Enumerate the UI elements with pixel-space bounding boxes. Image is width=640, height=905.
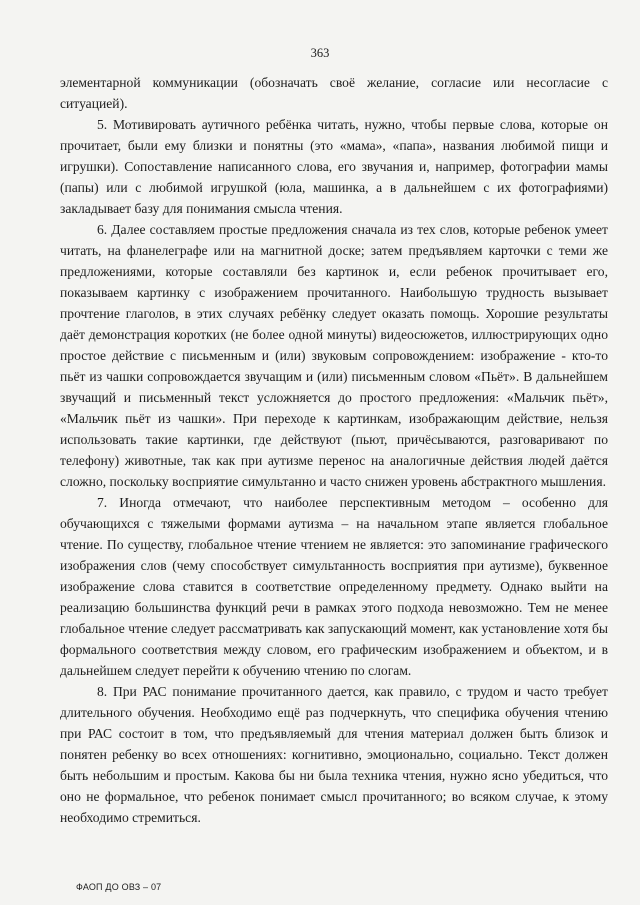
paragraph-5: 5. Мотивировать аутичного ребёнка читать, нужно, чтобы первые слова, которые он прочитает, были ему близки и понятны (это «мама», «папа», названия любимой пищи и игрушки). Сопоставление написанного слова, его звучания и, например, фотографии мамы (папы) или с любимой игрушкой (юла, машинка, а в дальнейшем с их фотографиями) закладывает базу для понимания смысла чтения. — [60, 117, 608, 216]
paragraph-7: 7. Иногда отмечают, что наиболее перспективным методом – особенно для обучающихся с тяжелыми формами аутизма – на начальном этапе является глобальное чтение. По существу, глобальное чтение чтением не является: это запоминание графического изображения слов (чему способствует симультанность восприятия при аутизме), буквенное изображение слова ставится в соответствие определенному предмету. Однако выйти на реализацию большинства функций речи в рамках этого подхода невозможно. Тем не менее глобальное чтение следует рассматривать как запускающий момент, как установление хотя бы формального соответствия между словом, его графическим изображением и объектом, и в дальнейшем следует перейти к обучению чтению по слогам. — [60, 495, 608, 678]
paragraph-8: 8. При РАС понимание прочитанного дается, как правило, с трудом и часто требует длительного обучения. Необходимо ещё раз подчеркнуть, что специфика обучения чтению при РАС состоит в том, что предъявляемый для чтения материал должен быть близок и понятен ребенку во всех отношениях: когнитивно, эмоционально, социально. Текст должен быть небольшим и простым. Какова бы ни была техника чтения, нужно ясно убедиться, что оно не формальное, что ребенок понимает смысл прочитанного; во всяком случае, к этому необходимо стремиться. — [60, 684, 608, 825]
body-text — [60, 72, 608, 828]
paragraph-continuation: элементарной коммуникации (обозначать своё желание, согласие или несогласие с ситуацией). — [60, 75, 608, 111]
document-footer: ФАОП ДО ОВЗ – 07 — [76, 882, 162, 892]
paragraph-6: 6. Далее составляем простые предложения сначала из тех слов, которые ребенок умеет читать, на фланелеграфе или на магнитной доске; затем предъявляем карточки с теми же предложениями, которые составляли без картинок и, если ребенок прочитывает его, показываем картинку с изображением прочитанного. Наибольшую трудность вызывает прочтение глаголов, в этих случаях ребёнку следует оказать помощь. Хорошие результаты даёт демонстрация коротких (не более одной минуты) видеосюжетов, иллюстрирующих одно простое действие с письменным и (или) звуковым сопровождением: изображение - кто-то пьёт из чашки сопровождается звучащим и (или) письменным словом «Пьёт». В дальнейшем звучащий и письменный текст усложняется до простого предложения: «Мальчик пьёт», «Мальчик пьёт из чашки». При переходе к картинкам, изображающим действие, нельзя использовать такие картинки, где действуют (пьют, причёсываются, разговаривают по телефону) животные, так как при аутизме перенос на аналогичные действия людей даётся сложно, поскольку восприятие симультанно и часто снижен уровень абстрактного мышления. — [60, 222, 608, 489]
page-number: 363 — [310, 46, 330, 60]
